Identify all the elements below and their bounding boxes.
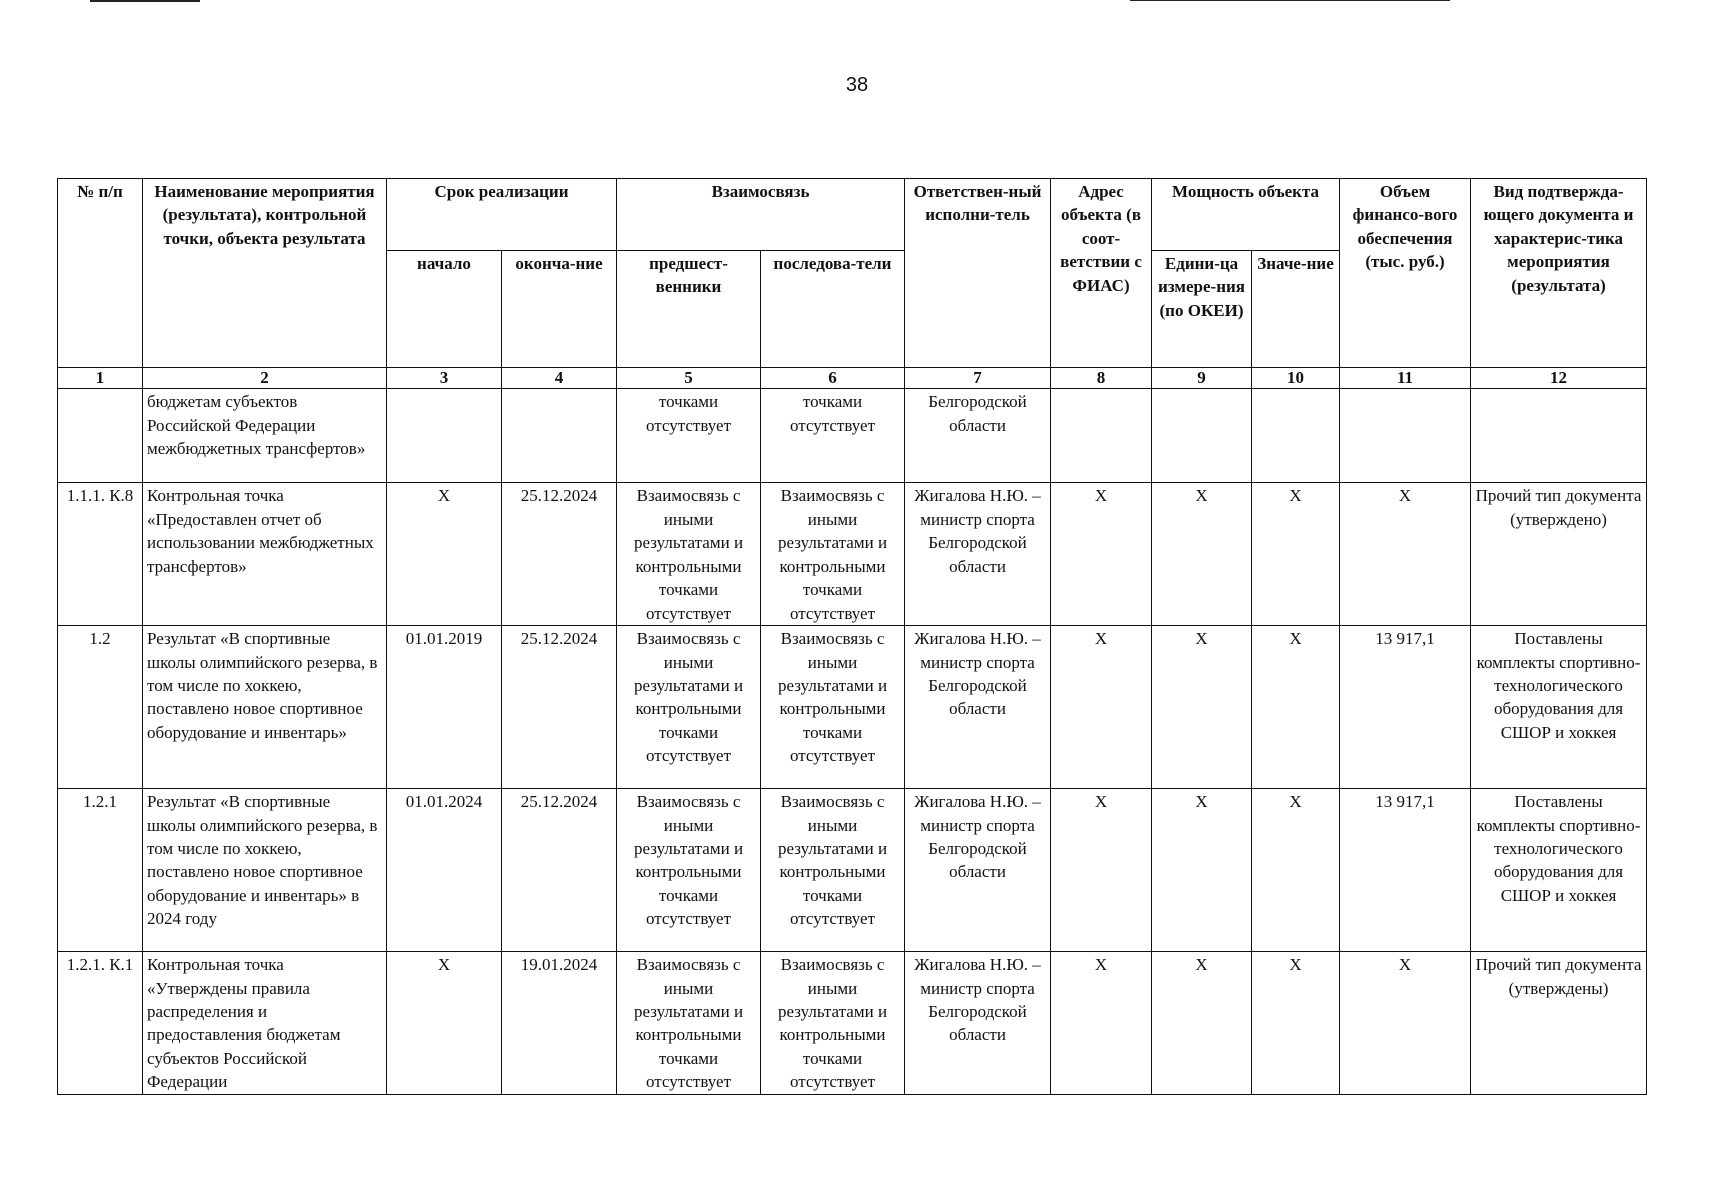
cell-successors: Взаимосвязь с иными результатами и контрольными точками отсутствует	[761, 626, 905, 789]
cell-address: X	[1051, 626, 1152, 789]
header-power: Мощность объекта	[1152, 179, 1340, 251]
cell-responsible: Жигалова Н.Ю. – министр спорта Белгородской области	[905, 952, 1051, 1095]
table-row	[58, 952, 1647, 1095]
cell-finance: 13 917,1	[1340, 626, 1471, 789]
header-responsible: Ответствен-ный исполни-тель	[905, 179, 1051, 368]
cell-name: Результат «В спортивные школы олимпийского резерва, в том числе по хоккею, поставлено новое спортивное оборудование и инвентарь»	[143, 626, 387, 789]
header-address: Адрес объекта (в соот-ветствии с ФИАС)	[1051, 179, 1152, 368]
cell-document: Поставлены комплекты спортивно-технологического оборудования для СШОР и хоккея	[1471, 789, 1647, 952]
cell-start: 01.01.2019	[387, 626, 502, 789]
scan-edge-line-middle	[1130, 0, 1450, 1]
cell-end: 19.01.2024	[502, 952, 617, 1095]
table-row	[58, 626, 1647, 789]
header-term: Срок реализации	[387, 179, 617, 251]
cell-number: 1.2.1. К.1	[58, 952, 143, 1095]
cell-unit: X	[1152, 952, 1252, 1095]
cell-end: 25.12.2024	[502, 789, 617, 952]
cell-document	[1471, 389, 1647, 483]
cell-responsible: Жигалова Н.Ю. – министр спорта Белгородской области	[905, 626, 1051, 789]
cell-finance: 13 917,1	[1340, 789, 1471, 952]
column-number: 7	[905, 368, 1051, 389]
header-number: № п/п	[58, 179, 143, 368]
cell-name: Контрольная точка «Предоставлен отчет об использовании межбюджетных трансфертов»	[143, 483, 387, 626]
cell-value	[1252, 389, 1340, 483]
cell-responsible: Белгородской области	[905, 389, 1051, 483]
cell-address: X	[1051, 483, 1152, 626]
cell-responsible: Жигалова Н.Ю. – министр спорта Белгородской области	[905, 483, 1051, 626]
header-document: Вид подтвержда-ющего документа и характерис-тика мероприятия (результата)	[1471, 179, 1647, 368]
column-number: 8	[1051, 368, 1152, 389]
cell-number: 1.1.1. К.8	[58, 483, 143, 626]
column-number: 10	[1252, 368, 1340, 389]
cell-end: 25.12.2024	[502, 483, 617, 626]
cell-finance: X	[1340, 483, 1471, 626]
header-term-end: оконча-ние	[502, 251, 617, 368]
column-number: 11	[1340, 368, 1471, 389]
cell-predecessors: Взаимосвязь с иными результатами и контрольными точками отсутствует	[617, 952, 761, 1095]
cell-address	[1051, 389, 1152, 483]
cell-address: X	[1051, 952, 1152, 1095]
cell-start: X	[387, 483, 502, 626]
cell-start: X	[387, 952, 502, 1095]
header-power-unit: Едини-ца измере-ния (по ОКЕИ)	[1152, 251, 1252, 368]
cell-finance: X	[1340, 952, 1471, 1095]
cell-finance	[1340, 389, 1471, 483]
cell-document: Поставлены комплекты спортивно-технологического оборудования для СШОР и хоккея	[1471, 626, 1647, 789]
cell-number: 1.2.1	[58, 789, 143, 952]
cell-successors: Взаимосвязь с иными результатами и контрольными точками отсутствует	[761, 483, 905, 626]
column-number: 1	[58, 368, 143, 389]
column-number: 5	[617, 368, 761, 389]
cell-number	[58, 389, 143, 483]
cell-value: X	[1252, 789, 1340, 952]
column-number: 6	[761, 368, 905, 389]
cell-successors: Взаимосвязь с иными результатами и контрольными точками отсутствует	[761, 952, 905, 1095]
column-number: 12	[1471, 368, 1647, 389]
cell-unit: X	[1152, 789, 1252, 952]
cell-address: X	[1051, 789, 1152, 952]
column-number: 4	[502, 368, 617, 389]
scan-edge-line-left	[90, 0, 200, 2]
cell-value: X	[1252, 952, 1340, 1095]
cell-number: 1.2	[58, 626, 143, 789]
cell-name: Результат «В спортивные школы олимпийского резерва, в том числе по хоккею, поставлено новое спортивное оборудование и инвентарь» в 2024 году	[143, 789, 387, 952]
cell-end	[502, 389, 617, 483]
cell-name: бюджетам субъектов Российской Федерации межбюджетных трансфертов»	[143, 389, 387, 483]
header-term-start: начало	[387, 251, 502, 368]
cell-responsible: Жигалова Н.Ю. – министр спорта Белгородской области	[905, 789, 1051, 952]
cell-document: Прочий тип документа (утверждены)	[1471, 952, 1647, 1095]
header-finance: Объем финансо-вого обеспечения (тыс. руб.)	[1340, 179, 1471, 368]
header-power-value: Значе-ние	[1252, 251, 1340, 368]
column-number: 9	[1152, 368, 1252, 389]
header-link: Взаимосвязь	[617, 179, 905, 251]
cell-name: Контрольная точка «Утверждены правила распределения и предоставления бюджетам субъектов Российской Федерации	[143, 952, 387, 1095]
header-name: Наименование мероприятия (результата), контрольной точки, объекта результата	[143, 179, 387, 368]
cell-predecessors: Взаимосвязь с иными результатами и контрольными точками отсутствует	[617, 483, 761, 626]
results-table	[57, 178, 1647, 1095]
header-link-prev: предшест-венники	[617, 251, 761, 368]
column-number: 3	[387, 368, 502, 389]
cell-start: 01.01.2024	[387, 789, 502, 952]
table-row	[58, 789, 1647, 952]
page-number: 38	[845, 74, 869, 96]
cell-predecessors: Взаимосвязь с иными результатами и контрольными точками отсутствует	[617, 626, 761, 789]
cell-predecessors: точками отсутствует	[617, 389, 761, 483]
cell-value: X	[1252, 626, 1340, 789]
column-number: 2	[143, 368, 387, 389]
cell-value: X	[1252, 483, 1340, 626]
cell-document: Прочий тип документа (утверждено)	[1471, 483, 1647, 626]
header-link-next: последова-тели	[761, 251, 905, 368]
cell-unit: X	[1152, 483, 1252, 626]
table-row	[58, 389, 1647, 483]
table-row	[58, 483, 1647, 626]
cell-successors: Взаимосвязь с иными результатами и контрольными точками отсутствует	[761, 789, 905, 952]
cell-unit: X	[1152, 626, 1252, 789]
cell-predecessors: Взаимосвязь с иными результатами и контрольными точками отсутствует	[617, 789, 761, 952]
cell-end: 25.12.2024	[502, 626, 617, 789]
cell-unit	[1152, 389, 1252, 483]
cell-start	[387, 389, 502, 483]
cell-successors: точками отсутствует	[761, 389, 905, 483]
